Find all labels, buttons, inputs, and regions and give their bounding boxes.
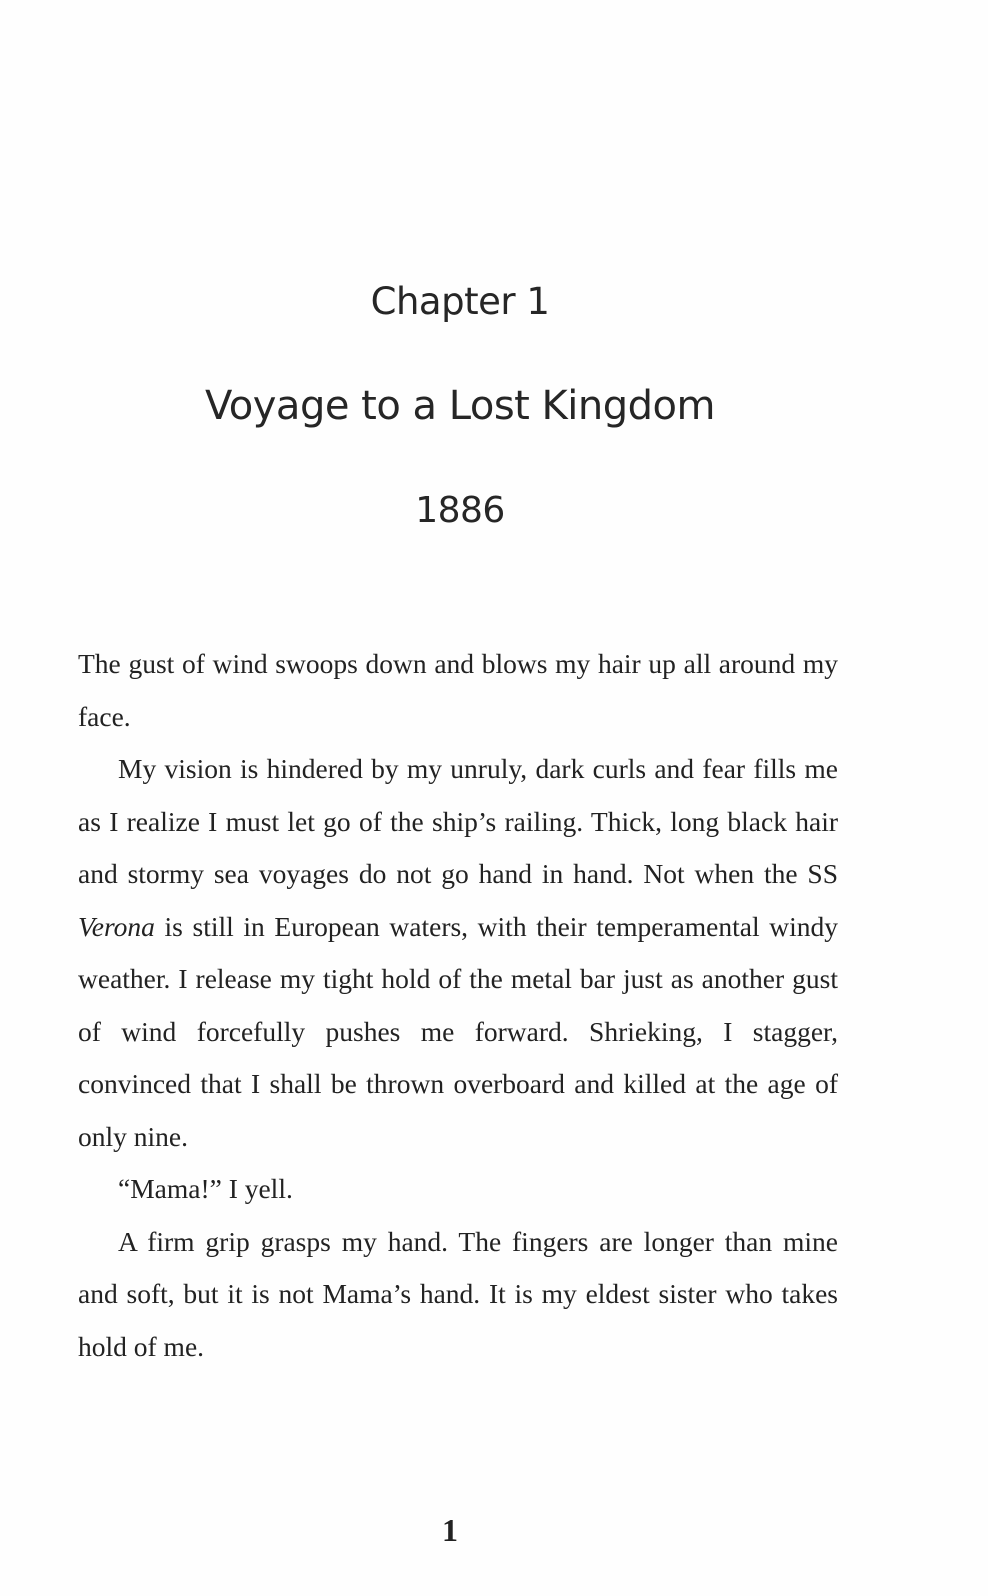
paragraph-2-part-2: is still in European waters, with their temperamental windy weather. I release my tight hold of the metal bar just as another gust of wind forcefully pushes me forward. Shrieking, I stagger, convinced that I shall be thrown overboard and killed at the age of only nine. <box>78 910 838 1152</box>
paragraph-3: “Mama!” I yell. <box>118 1173 293 1204</box>
paragraph-4: A firm grip grasps my hand. The fingers are longer than mine and soft, but it is not Mama’s hand. It is my eldest sister who takes hold of me. <box>78 1225 838 1362</box>
paragraph-1: The gust of wind swoops down and blows my hair up all around my face. <box>78 648 838 732</box>
body-text <box>78 638 838 1373</box>
page-number: 1 <box>442 1512 458 1548</box>
paragraph-2-part-1: My vision is hindered by my unruly, dark curls and fear fills me as I realize I must let go of the ship’s railing. Thick, long black hair and stormy sea voyages do not go hand in hand. Not when the SS <box>78 753 838 889</box>
paragraph-2 <box>78 743 838 1163</box>
ship-name: Verona <box>78 910 155 942</box>
chapter-number: Chapter 1 <box>370 280 550 323</box>
chapter-year: 1886 <box>415 490 505 531</box>
chapter-title: Voyage to a Lost Kingdom <box>205 383 715 429</box>
